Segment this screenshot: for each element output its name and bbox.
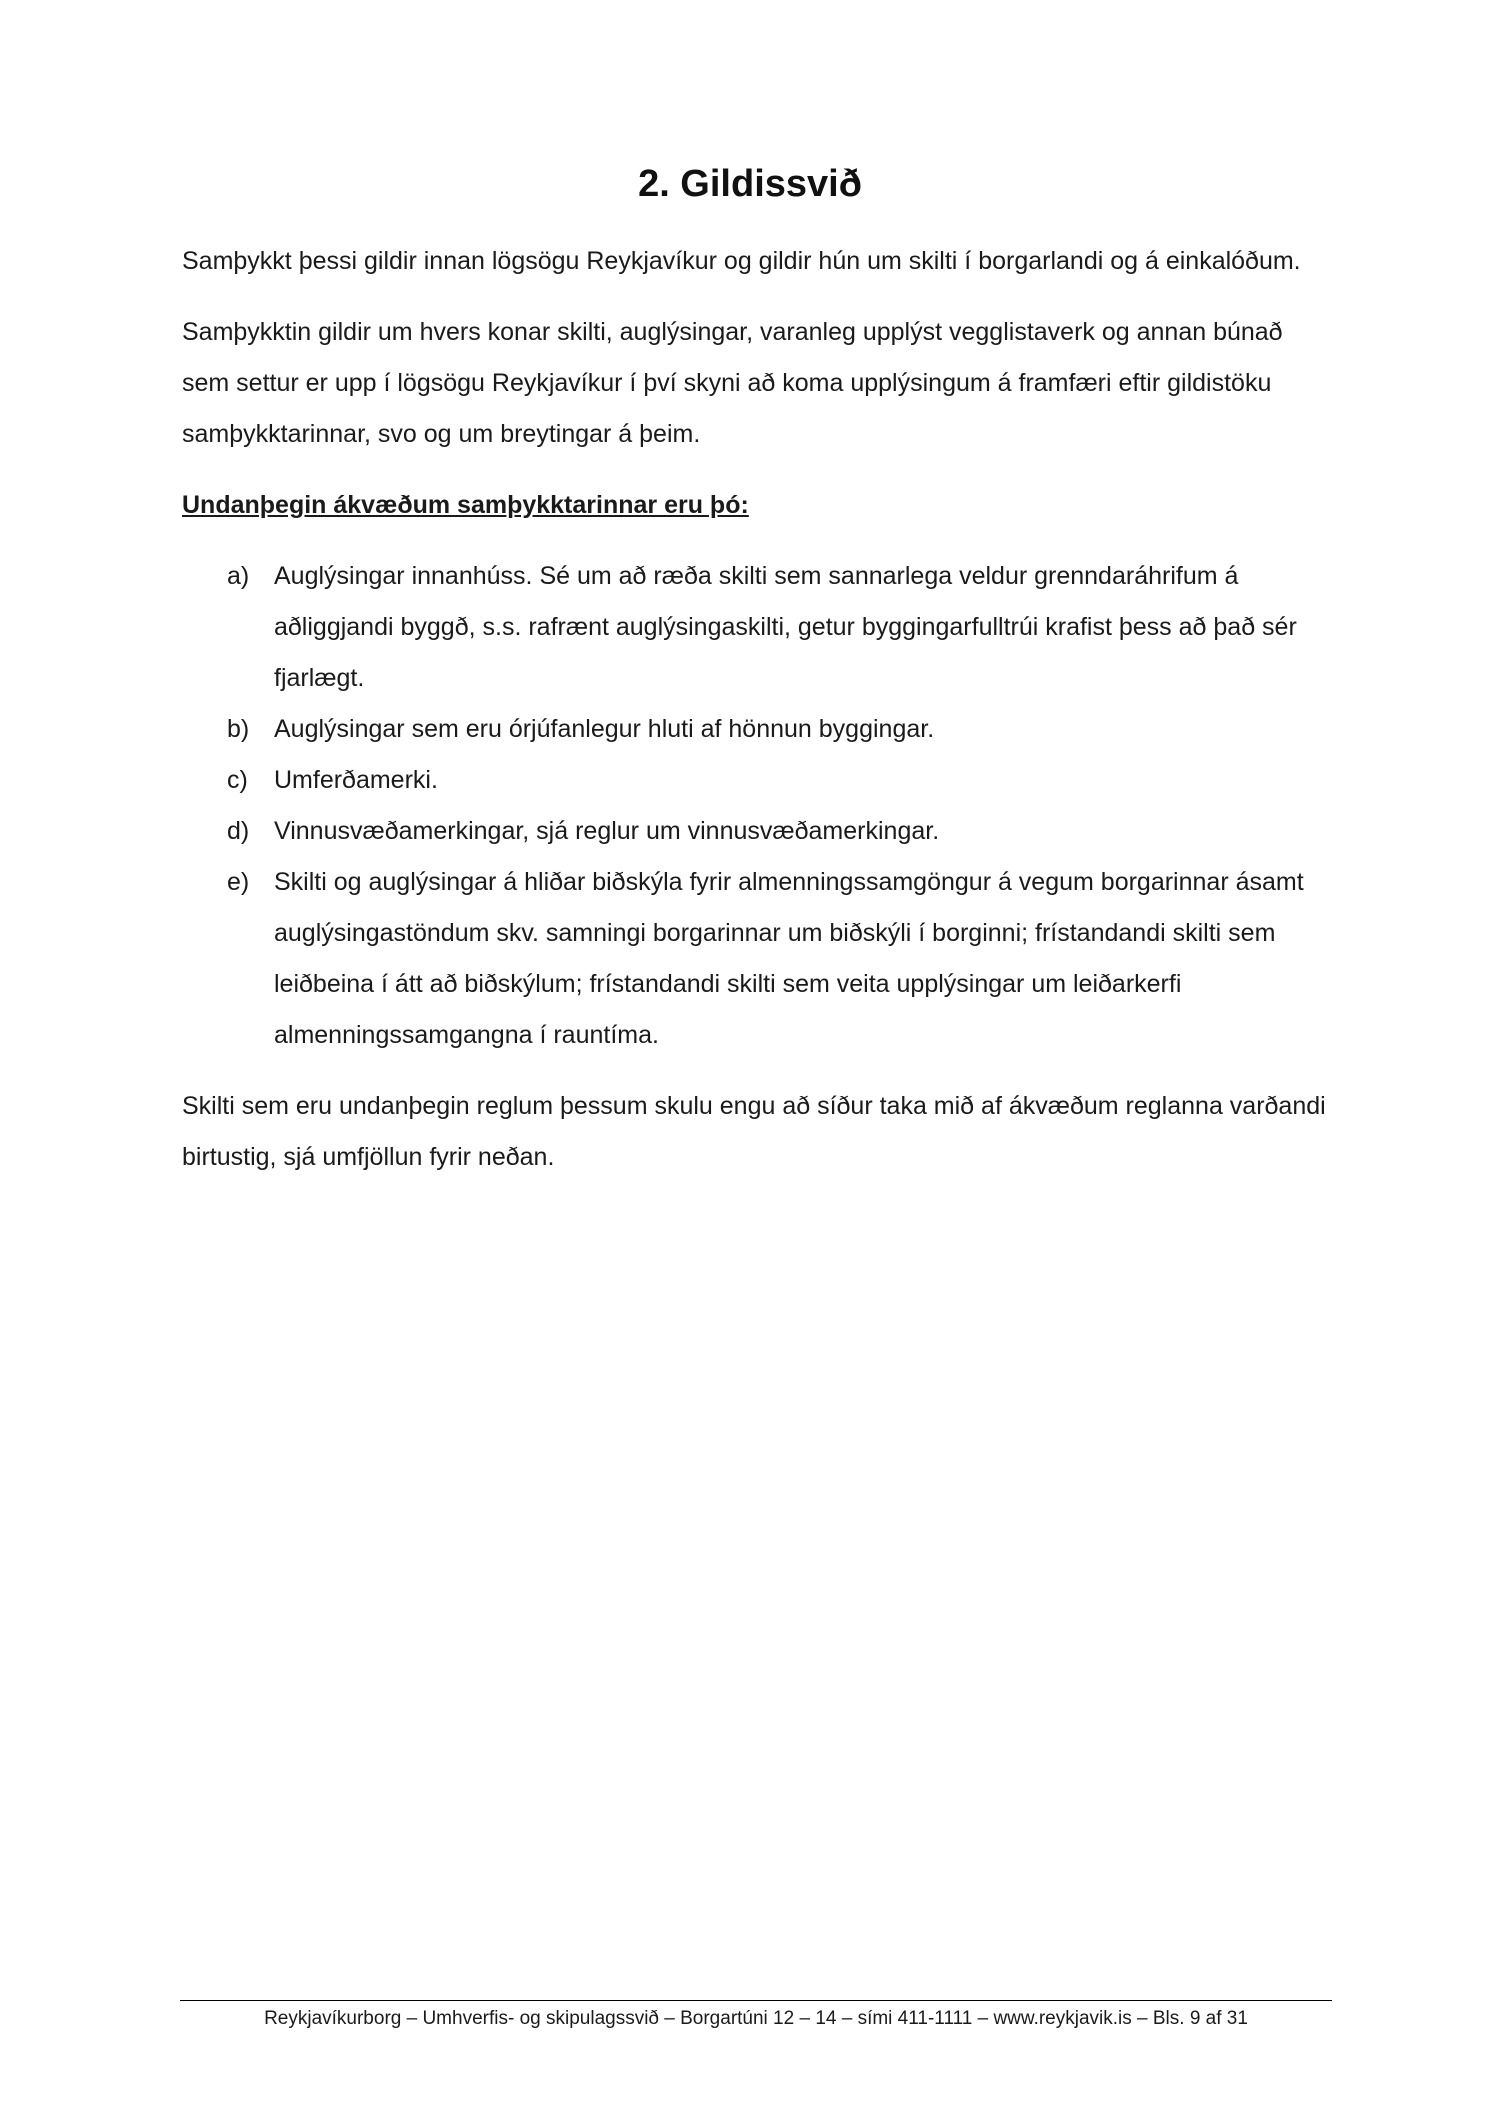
section-heading: 2. Gildissvið <box>638 163 862 205</box>
document-body <box>182 236 1332 1183</box>
list-marker: c) <box>227 766 248 794</box>
list-item-text: Umferðamerki. <box>274 766 438 794</box>
paragraph-coverage: Samþykktin gildir um hvers konar skilti, auglýsingar, varanleg upplýst vegglistaverk og annan búnað sem settur er upp í lögsögu Reykjavíkur í því skyni að koma upplýsingum á framfæri eftir gildistöku samþykktarinnar, svo og um breytingar á þeim. <box>182 318 1283 448</box>
list-marker: d) <box>227 817 250 845</box>
list-item-text: Auglýsingar sem eru órjúfanlegur hluti af hönnun byggingar. <box>274 715 935 743</box>
list-marker: b) <box>227 715 250 743</box>
list-item-text: Vinnusvæðamerkingar, sjá reglur um vinnusvæðamerkingar. <box>274 817 940 845</box>
list-item <box>182 551 1332 704</box>
paragraph-closing: Skilti sem eru undanþegin reglum þessum skulu engu að síður taka mið af ákvæðum reglanna varðandi birtustig, sjá umfjöllun fyrir neðan. <box>182 1092 1326 1171</box>
footer-divider <box>180 2000 1332 2001</box>
list-marker: e) <box>227 868 250 896</box>
list-item-text: Skilti og auglýsingar á hliðar biðskýla fyrir almenningssamgöngur á vegum borgarinnar ásamt auglýsingastöndum skv. samningi borgarinnar um biðskýli í borginni; frístandandi skilti sem leiðbeina í átt að biðskýlum; frístandandi skilti sem veita upplýsingar um leiðarkerfi almenningssamgangna í rauntíma. <box>274 868 1304 1049</box>
exemptions-subheading: Undanþegin ákvæðum samþykktarinnar eru þó: <box>182 491 749 519</box>
list-item <box>182 806 1332 857</box>
list-marker: a) <box>227 562 250 590</box>
list-item <box>182 704 1332 755</box>
page-footer: Reykjavíkurborg – Umhverfis- og skipulagssvið – Borgartúni 12 – 14 – sími 411-1111 – www.reykjavik.is – Bls. 9 af 31 <box>264 2008 1248 2029</box>
list-item <box>182 857 1332 1061</box>
exemptions-list <box>182 551 1332 1061</box>
list-item <box>182 755 1332 806</box>
list-item-text: Auglýsingar innanhúss. Sé um að ræða skilti sem sannarlega veldur grenndaráhrifum á aðliggjandi byggð, s.s. rafrænt auglýsingaskilti, getur byggingarfulltrúi krafist þess að það sér fjarlægt. <box>274 562 1297 692</box>
paragraph-scope: Samþykkt þessi gildir innan lögsögu Reykjavíkur og gildir hún um skilti í borgarlandi og á einkalóðum. <box>182 247 1301 275</box>
